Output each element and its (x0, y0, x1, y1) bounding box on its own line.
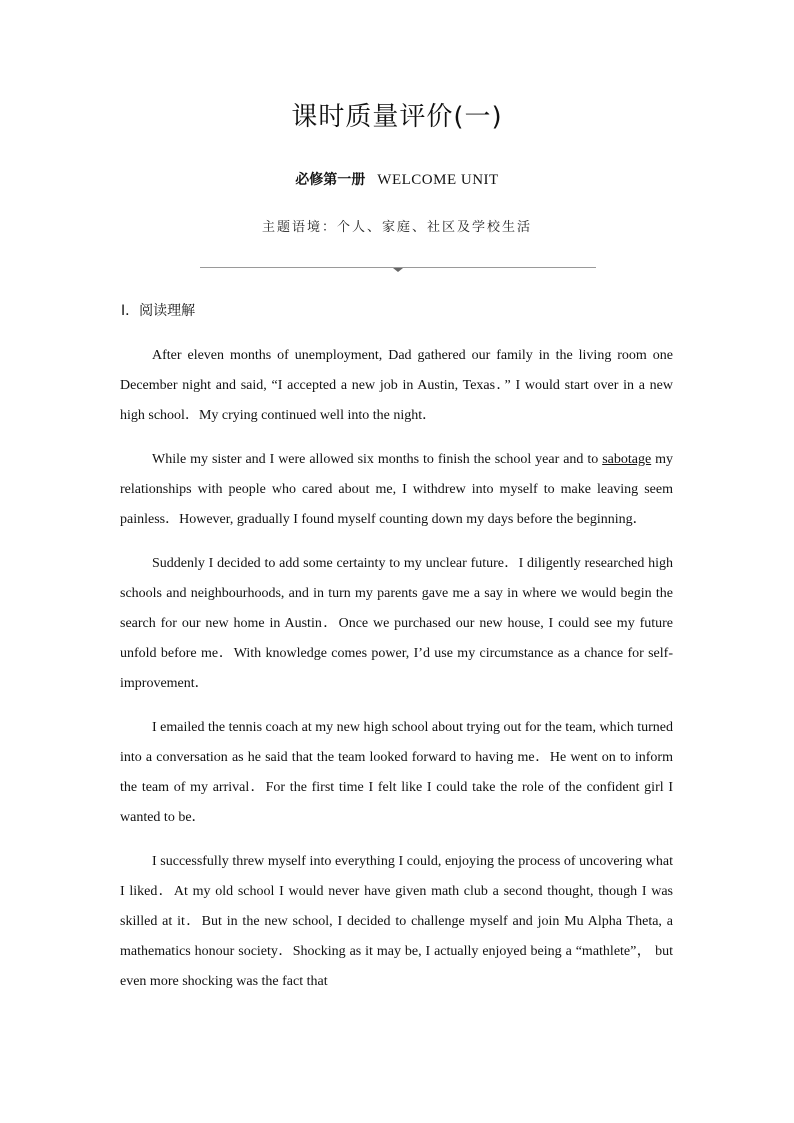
theme-context: 主题语境：个人、家庭、社区及学校生活 (261, 220, 532, 235)
paragraph-3: Suddenly I decided to add some certainty to my unclear future．I diligently researched high schools and neighbourhoods, and in turn my parents gave me a say in where we would begin the search for our new home in Austin．Once we purchased our new house, I could see my future unfold before me．With knowledge comes power, I’d use my circumstance as a chance for self-improvement． (120, 556, 673, 691)
book-subtitle (0, 169, 794, 189)
paragraph-2-end: my relationships with people who cared about me, I withdrew into myself to make leaving seem painless．However, gradually I found myself counting down my days before the beginning． (120, 452, 673, 527)
section-heading: Ⅰ．阅读理解 (121, 303, 196, 319)
paragraph-1: After eleven months of unemployment, Dad gathered our family in the living room one December night and said, “I accepted a new job in Austin, Texas．” I would start over in a new high school．My crying continued well into the night． (120, 348, 673, 423)
book-volume: 必修第一册 (295, 172, 366, 188)
paragraph-5: I successfully threw myself into everything I could, enjoying the process of uncovering what I liked．At my old school I would never have given math club a second thought, though I was skilled at it．But in the new school, I decided to challenge myself and join Mu Alpha Theta, a mathematics honour society．Shocking as it may be, I actually enjoyed being a “mathlete”， but even more shocking was the fact that (120, 854, 673, 989)
paragraph-2-start: While my sister and I were allowed six months to finish the school year and to (152, 452, 603, 467)
divider-arrow-icon (393, 268, 403, 272)
unit-name: WELCOME UNIT (377, 172, 499, 188)
paragraph-4: I emailed the tennis coach at my new high school about trying out for the team, which turned into a conversation as he said that the team looked forward to having me．He went on to inform the team of my arrival．For the first time I felt like I could take the role of the confident girl I wanted to be． (120, 720, 673, 825)
reading-passage (120, 341, 673, 1011)
page-title: 课时质量评价(一) (291, 102, 503, 132)
underlined-word: sabotage (602, 452, 652, 467)
paragraph-2 (120, 445, 673, 535)
